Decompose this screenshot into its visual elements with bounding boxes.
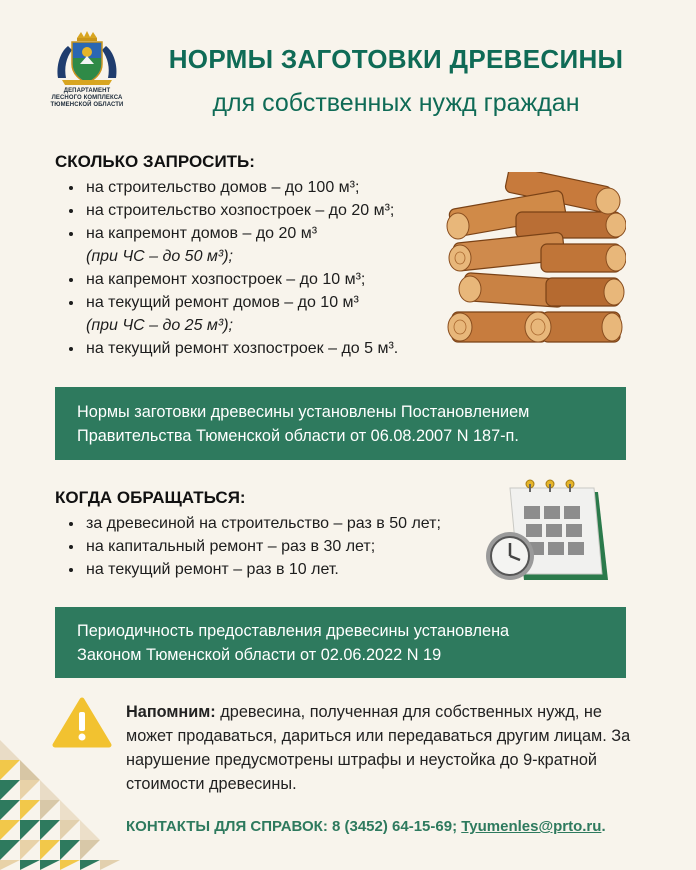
- list-item: • на текущий ремонт хозпостроек – до 5 м³.: [84, 337, 398, 360]
- legal-banner-norms: [55, 387, 626, 460]
- legal-banner-periodicity: [55, 607, 626, 678]
- calendar-clock-icon: [484, 474, 614, 594]
- banner-line-1: Нормы заготовки древесины установлены Постановлением: [77, 402, 530, 421]
- banner-line-1: Периодичность предоставления древесины установлена: [77, 621, 510, 640]
- when-heading: КОГДА ОБРАЩАТЬСЯ:: [55, 488, 246, 507]
- logo-line-3: ТЮМЕНСКОЙ ОБЛАСТИ: [50, 102, 124, 108]
- banner-line-2: Правительства Тюменской области от 06.08.2007 N 187-п.: [77, 426, 519, 445]
- list-item: • на строительство хозпостроек – до 20 м³;: [84, 199, 398, 222]
- banner-line-2: Законом Тюменской области от 02.06.2022 N 19: [77, 645, 442, 664]
- when-list: [60, 512, 441, 581]
- reminder-body: древесина, полученная для собственных нужд, не может продаваться, дариться или передаваться другим лицам. За нарушение предусмотрены штрафы и неустойка до 9-кратной стоимости древесины.: [126, 703, 631, 793]
- reminder-text: [126, 700, 636, 796]
- list-item: • на капремонт хозпостроек – до 10 м³;: [84, 268, 398, 291]
- logo-line-1: ДЕПАРТАМЕНТ: [63, 88, 111, 94]
- logo-line-2: ЛЕСНОГО КОМПЛЕКСА: [51, 95, 123, 101]
- department-logo: [46, 30, 128, 109]
- list-item: • на текущий ремонт домов – до 10 м³ (при ЧС – до 25 м³);: [84, 291, 398, 337]
- title-main: НОРМЫ ЗАГОТОВКИ ДРЕВЕСИНЫ: [168, 44, 624, 74]
- contacts-line: КОНТАКТЫ ДЛЯ СПРАВОК: 8 (3452) 64-15-69; Tyumenles@prto.ru.: [126, 818, 606, 835]
- list-item: • за древесиной на строительство – раз в 50 лет;: [84, 512, 441, 535]
- title-subtitle: для собственных нужд граждан: [212, 89, 580, 117]
- contact-email-link[interactable]: Tyumenles@prto.ru: [461, 818, 602, 835]
- list-item: • на текущий ремонт – раз в 10 лет.: [84, 558, 441, 581]
- contacts-label: КОНТАКТЫ ДЛЯ СПРАВОК: 8 (3452) 64-15-69;: [126, 818, 462, 835]
- page-title: [146, 44, 646, 118]
- reminder-label: Напомним:: [126, 703, 216, 721]
- list-item: • на строительство домов – до 100 м³;: [84, 176, 398, 199]
- firewood-icon: [446, 172, 626, 362]
- list-item: • на капитальный ремонт – раз в 30 лет;: [84, 535, 441, 558]
- how-much-heading: СКОЛЬКО ЗАПРОСИТЬ:: [55, 152, 255, 171]
- list-item: • на капремонт домов – до 20 м³ (при ЧС – до 50 м³);: [84, 222, 398, 268]
- decorative-corner-pattern: [0, 720, 150, 870]
- how-much-list: [60, 176, 398, 360]
- list-item-note: (при ЧС – до 50 м³);: [86, 248, 233, 265]
- coat-of-arms-icon: [52, 30, 122, 86]
- list-item-note: (при ЧС – до 25 м³);: [86, 317, 233, 334]
